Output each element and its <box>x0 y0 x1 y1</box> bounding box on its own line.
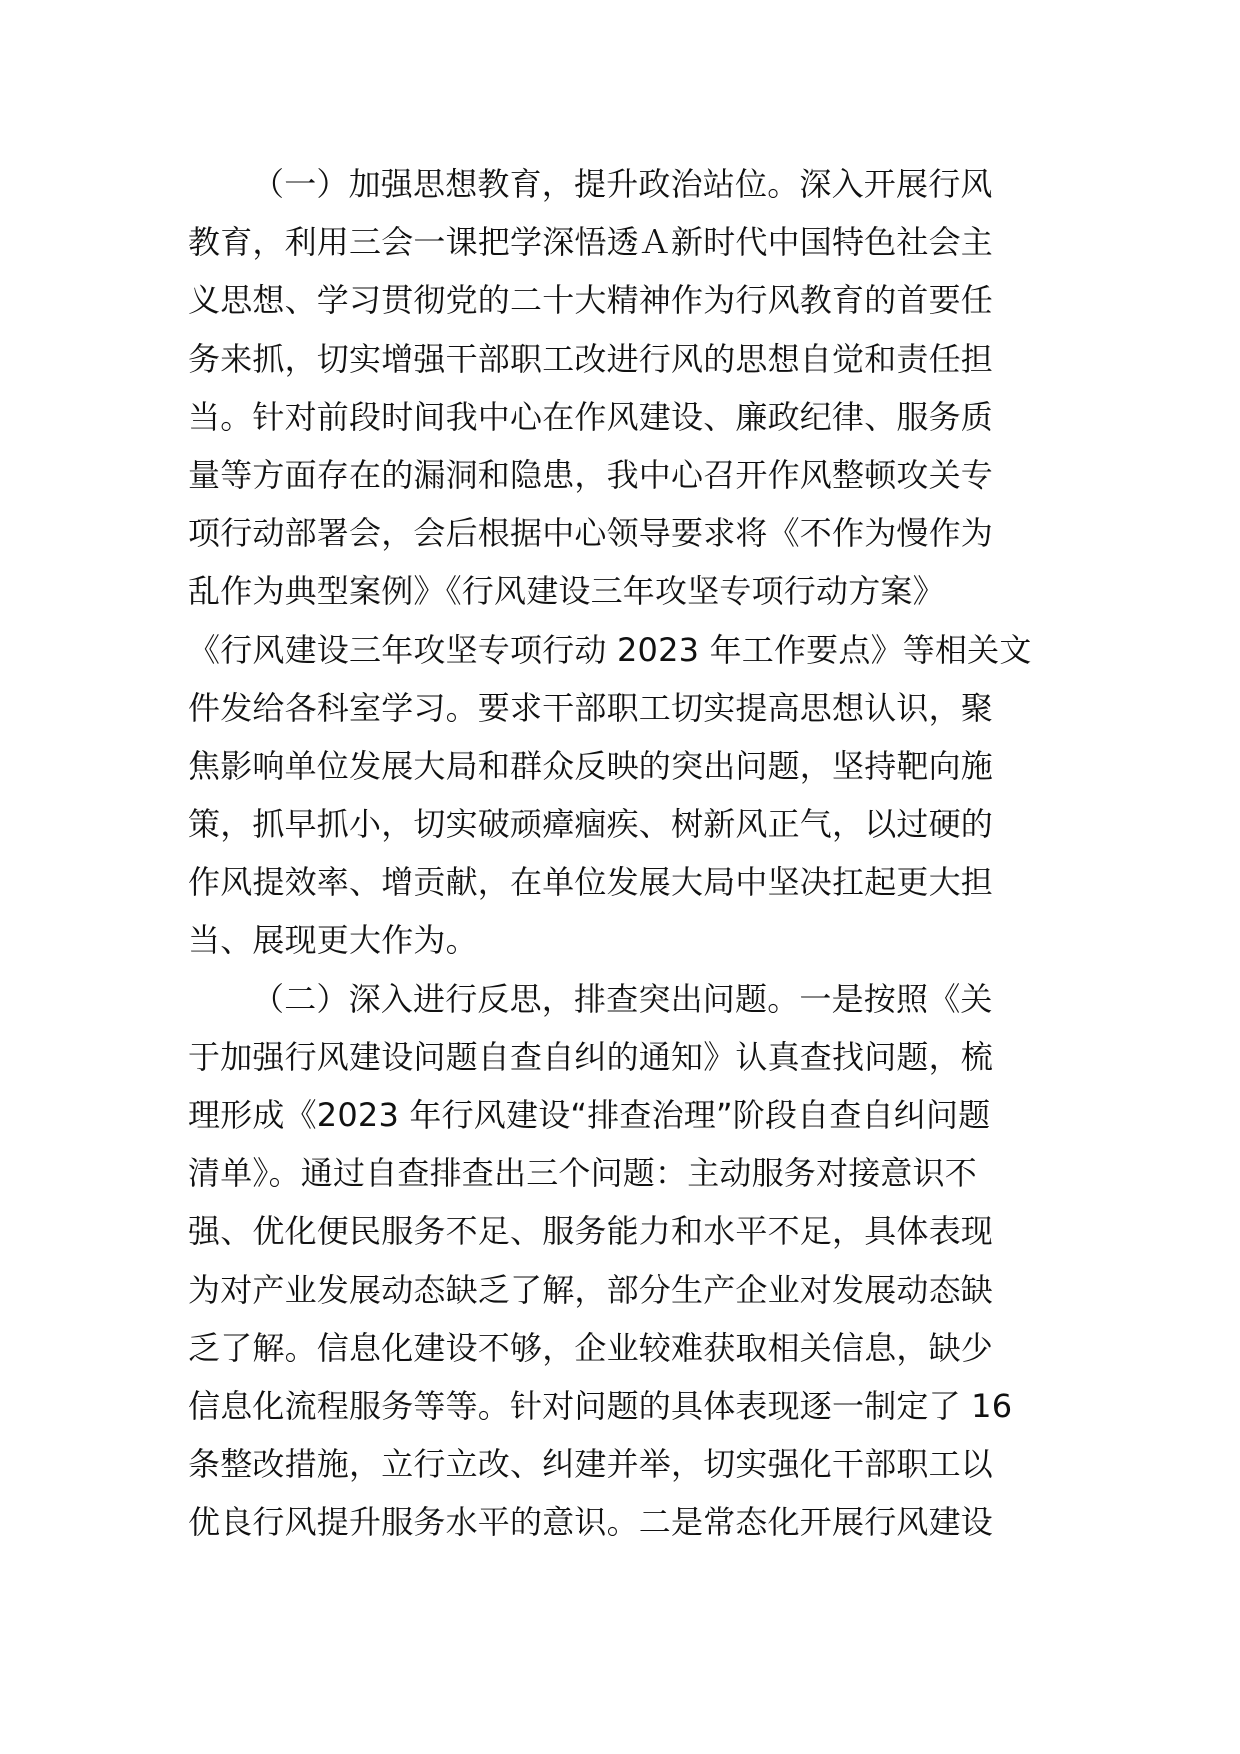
paragraph-1-line: 策，抓早抓小，切实破顽瘴痼疾、树新风正气，以过硬的 <box>188 805 994 844</box>
paragraph-2-line: 为对产业发展动态缺乏了解，部分生产企业对发展动态缺 <box>188 1270 994 1309</box>
document-body <box>188 155 1088 1552</box>
paragraph-1-line: 件发给各科室学习。要求干部职工切实提高思想认识，聚 <box>188 688 994 727</box>
paragraph-1-line: 《行风建设三年攻坚专项行动 2023 年工作要点》等相关文 <box>188 630 1032 669</box>
paragraph-1-line: 量等方面存在的漏洞和隐患，我中心召开作风整顿攻关专 <box>188 455 994 494</box>
paragraph-2-line: 乏了解。信息化建设不够，企业较难获取相关信息，缺少 <box>188 1328 994 1367</box>
paragraph-2-line: 清单》。通过自查排查出三个问题：主动服务对接意识不 <box>188 1154 978 1193</box>
paragraph-1-line: 作风提效率、增贡献，在单位发展大局中坚决扛起更大担 <box>188 863 994 902</box>
paragraph-1-line: 当、展现更大作为。 <box>188 921 478 960</box>
paragraph-2-line: 于加强行风建设问题自查自纠的通知》认真查找问题，梳 <box>188 1037 994 1076</box>
paragraph-1-line: 当。针对前段时间我中心在作风建设、廉政纪律、服务质 <box>188 397 994 436</box>
paragraph-2-line: 优良行风提升服务水平的意识。二是常态化开展行风建设 <box>188 1503 994 1542</box>
paragraph-2-line: （二）深入进行反思，排查突出问题。一是按照《关 <box>252 979 993 1018</box>
paragraph-2-line: 强、优化便民服务不足、服务能力和水平不足，具体表现 <box>188 1212 994 1251</box>
paragraph-1-line: 项行动部署会，会后根据中心领导要求将《不作为慢作为 <box>188 514 994 553</box>
paragraph-1-line: 务来抓，切实增强干部职工改进行风的思想自觉和责任担 <box>188 339 994 378</box>
paragraph-1-line: 义思想、学习贯彻党的二十大精神作为行风教育的首要任 <box>188 281 994 320</box>
paragraph-1-line: 教育，利用三会一课把学深悟透Ａ新时代中国特色社会主 <box>188 223 994 262</box>
paragraph-1-line: （一）加强思想教育，提升政治站位。深入开展行风 <box>252 165 993 203</box>
paragraph-2-line: 信息化流程服务等等。针对问题的具体表现逐一制定了 16 <box>188 1386 1013 1425</box>
paragraph-1-line: 乱作为典型案例》《行风建设三年攻坚专项行动方案》 <box>188 572 945 611</box>
paragraph-2-line: 理形成《2023 年行风建设“排查治理”阶段自查自纠问题 <box>188 1096 991 1134</box>
paragraph-2-line: 条整改措施，立行立改、纠建并举，切实强化干部职工以 <box>188 1445 994 1484</box>
paragraph-1-line: 焦影响单位发展大局和群众反映的突出问题，坚持靶向施 <box>188 746 994 785</box>
